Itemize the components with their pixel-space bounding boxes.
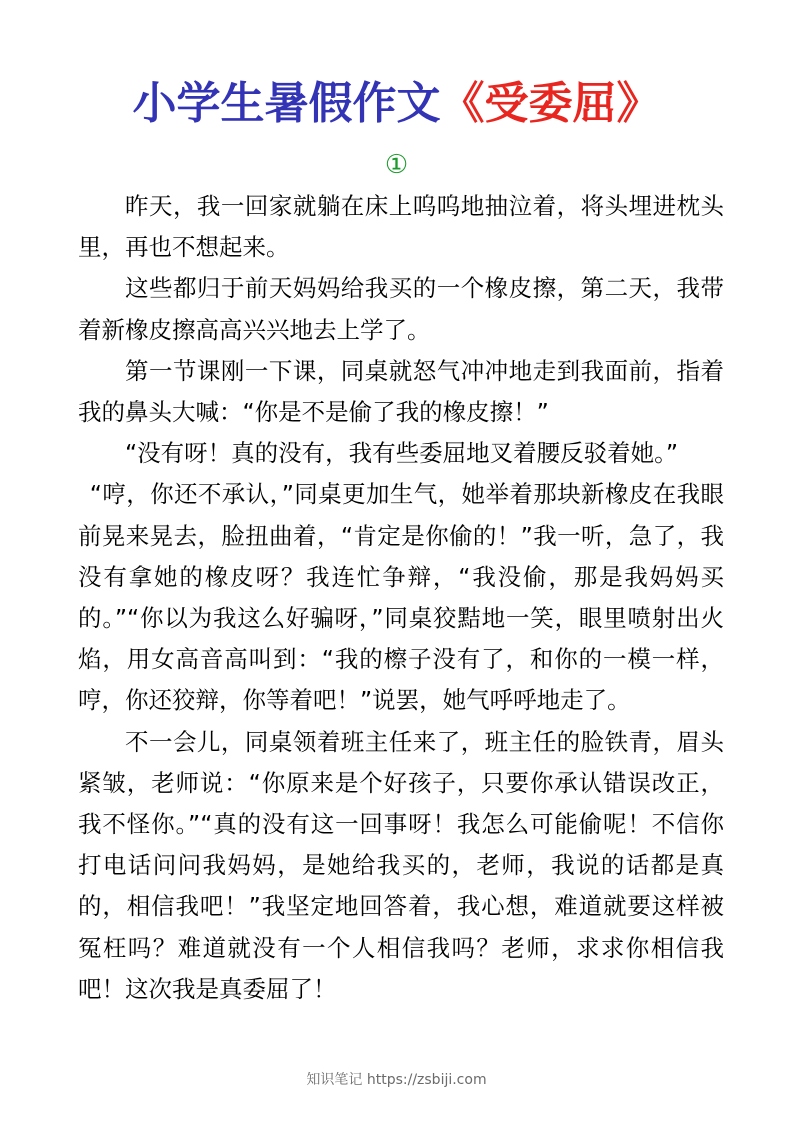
- document-title: [0, 74, 793, 134]
- document-title-main: 小学生暑假作文: [132, 78, 441, 129]
- section-marker: ①: [384, 150, 409, 180]
- paragraph-1: 昨天，我一回家就躺在床上呜呜地抽泣着，将头埋进枕头里，再也不想起来。: [78, 192, 724, 262]
- paragraph-5: “哼，你还不承认，”同桌更加生气，她举着那块新橡皮在我眼前晃来晃去，脸扭曲着，“肯定是你偷的！”我一听，急了，我没有拿她的橡皮呀？我连忙争辩，“我没偷，那是我妈妈买的。”“你以为我这么好骗呀，”同桌狡黠地一笑，眼里喷射出火焰，用女高音高叫到：“我的檫子没有了，和你的一模一样，哼，你还狡辩，你等着吧！”说罢，她气呼呼地走了。: [78, 480, 724, 715]
- document-title-sub: 《受委屈》: [440, 78, 661, 129]
- essay-body: [78, 186, 724, 1010]
- paragraph-4: “没有呀！真的没有，我有些委屈地叉着腰反驳着她。”: [125, 439, 679, 468]
- footer-watermark: 知识笔记 https://zsbiji.com: [306, 1072, 487, 1088]
- paragraph-3: 第一节课刚一下课，同桌就怒气冲冲地走到我面前，指着我的鼻头大喊：“你是不是偷了我的橡皮擦！”: [78, 356, 724, 427]
- paragraph-2: 这些都归于前天妈妈给我买的一个橡皮擦，第二天，我带着新橡皮擦高高兴兴地去上学了。: [78, 274, 724, 344]
- paragraph-6: 不一会儿，同桌领着班主任来了，班主任的脸铁青，眉头紧皱，老师说：“你原来是个好孩子，只要你承认错误改正，我不怪你。”“真的没有这一回事呀！我怎么可能偷呢！不信你打电话问问我妈妈，是她给我买的，老师，我说的话都是真的，相信我吧！”我坚定地回答着，我心想，难道就要这样被冤枉吗？难道就没有一个人相信我吗？老师，求求你相信我吧！这次我是真委屈了！: [78, 727, 724, 1003]
